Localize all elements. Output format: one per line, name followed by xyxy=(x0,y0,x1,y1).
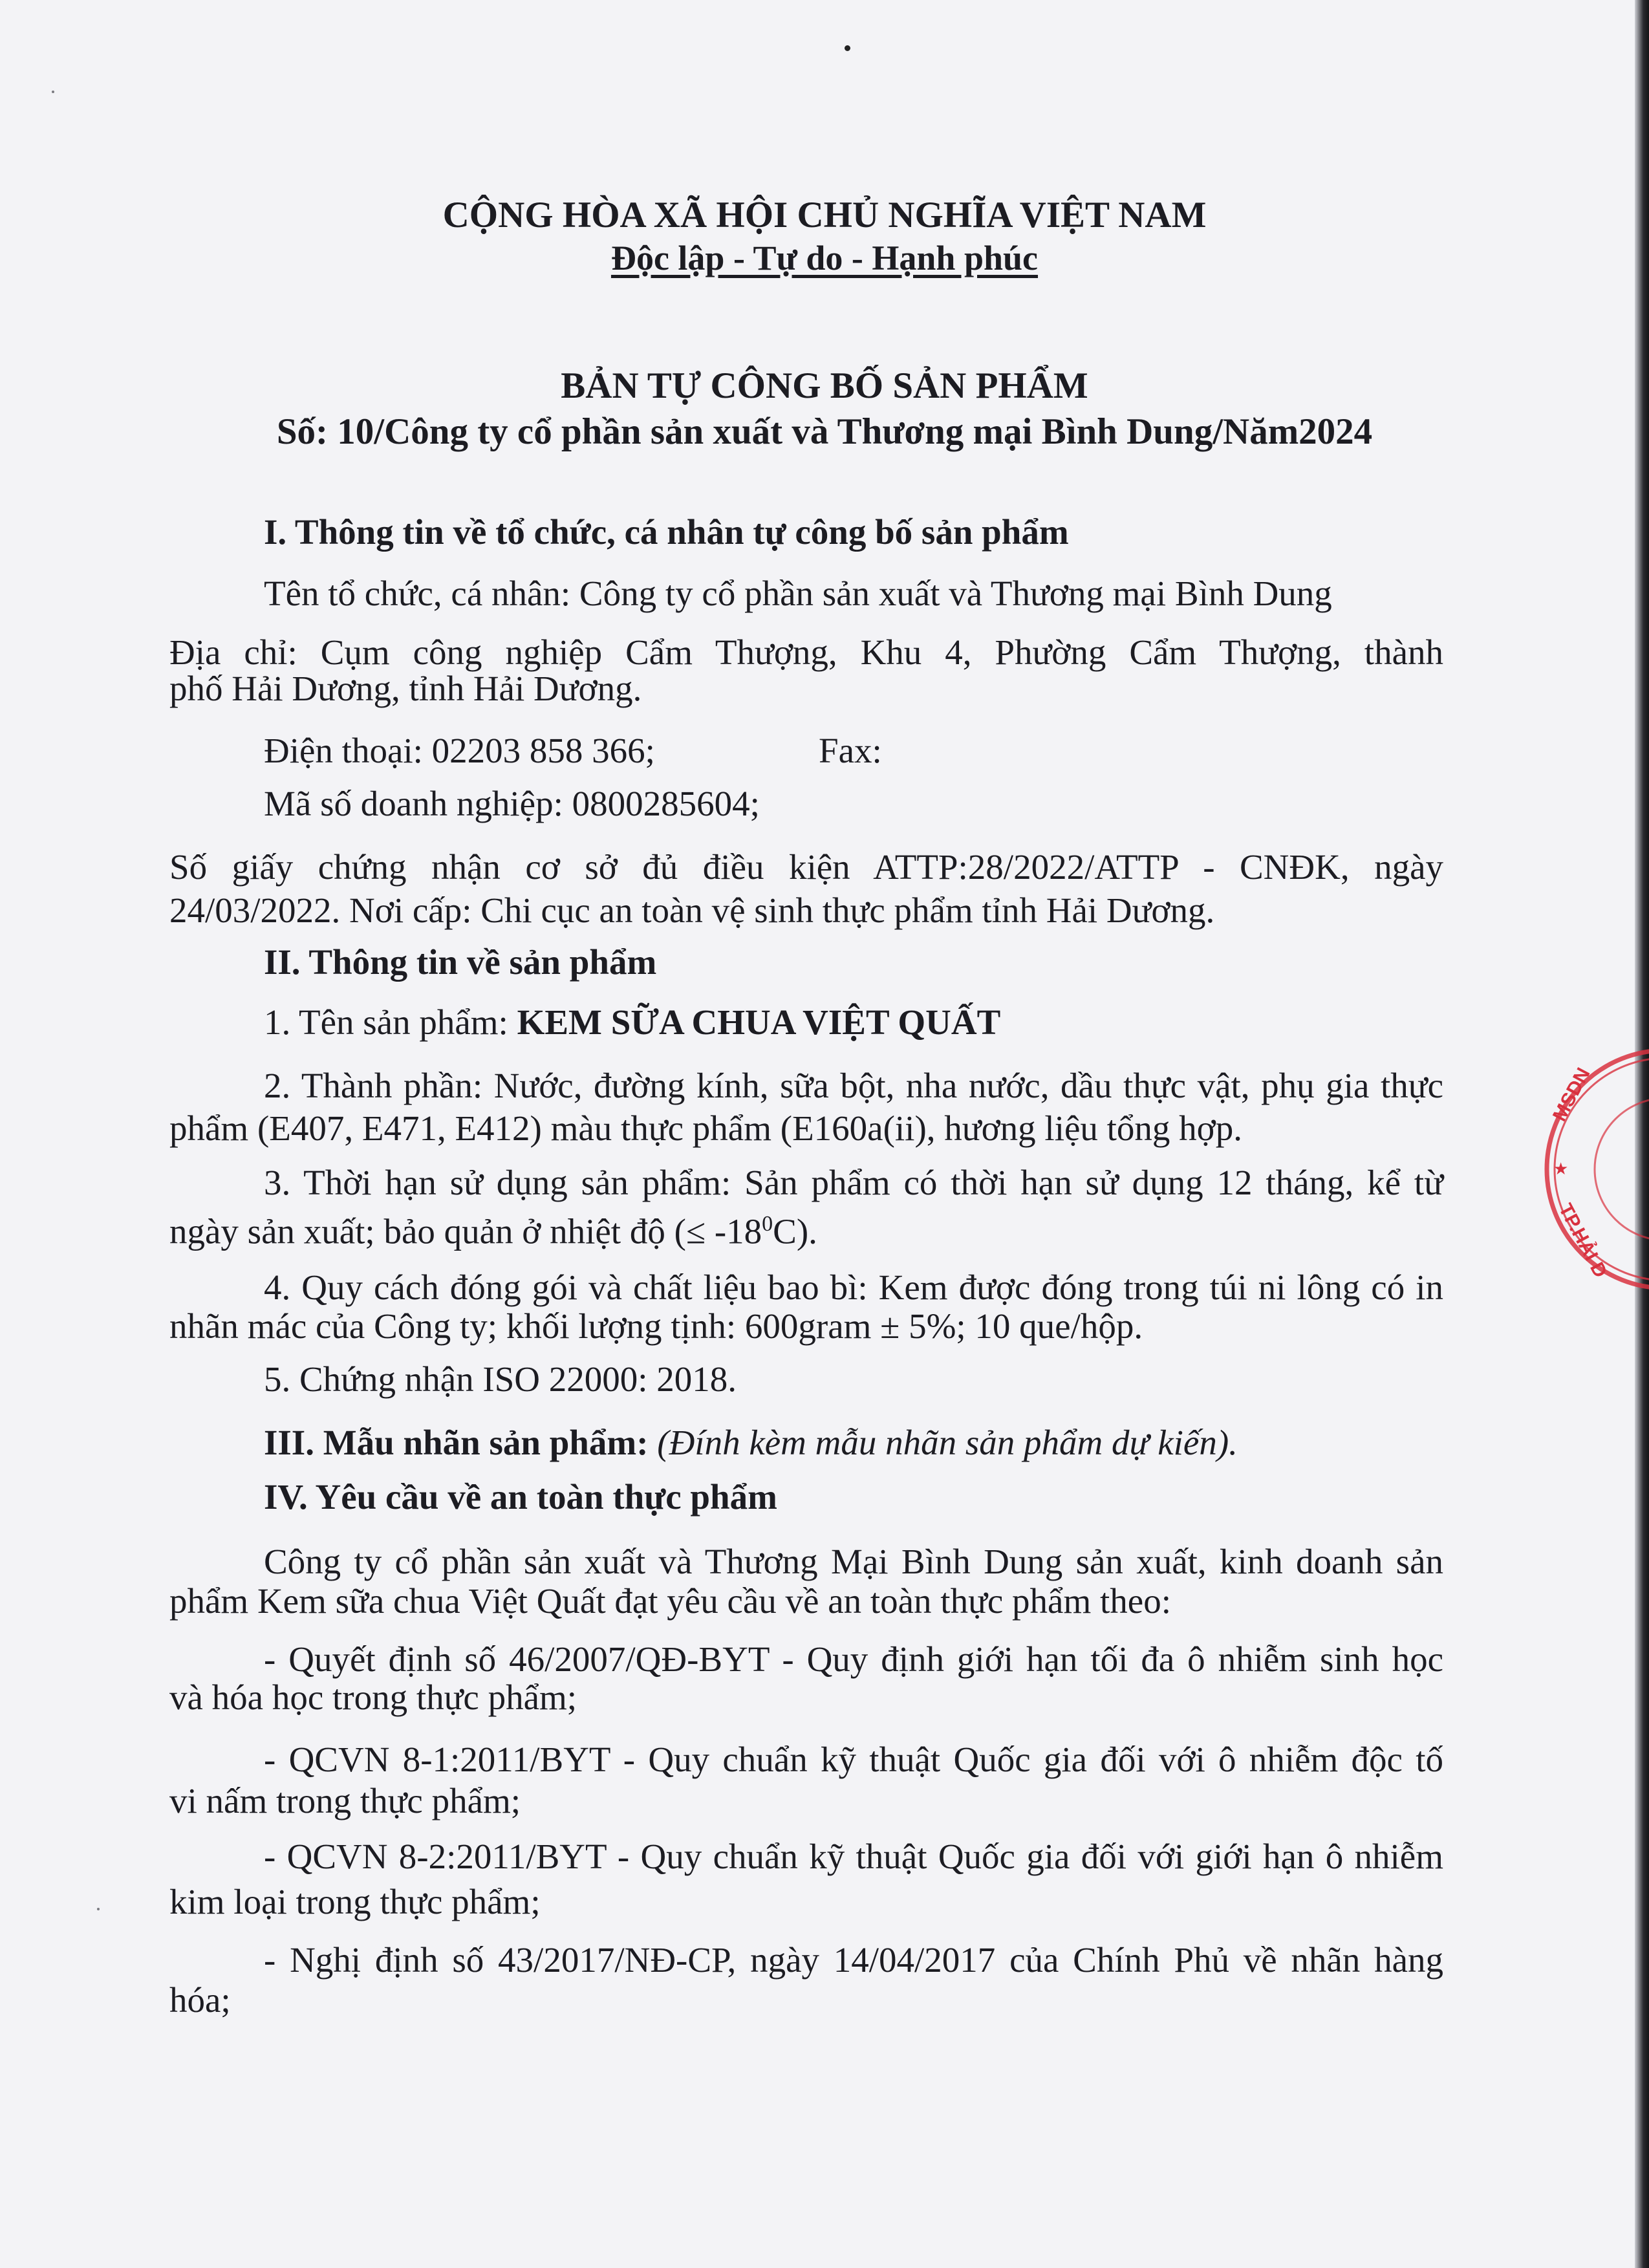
intro-line-2: phẩm Kem sữa chua Việt Quất đạt yêu cầu về an toàn thực phẩm theo: xyxy=(169,1581,1171,1621)
ink-dot xyxy=(845,45,850,51)
regulation-1-line-1: - Quyết định số 46/2007/QĐ-BYT - Quy định giới hạn tối đa ô nhiễm sinh học xyxy=(264,1639,1443,1679)
ingredients-line-1: 2. Thành phần: Nước, đường kính, sữa bột, nha nước, dầu thực vật, phụ gia thực xyxy=(264,1066,1443,1105)
shelf-life-line-1: 3. Thời hạn sử dụng sản phẩm: Sản phẩm có thời hạn sử dụng 12 tháng, kể từ xyxy=(264,1163,1443,1202)
shelf-life-unit: C). xyxy=(773,1211,817,1251)
address-line-2: phố Hải Dương, tỉnh Hải Dương. xyxy=(169,669,642,708)
scan-speck xyxy=(97,1908,100,1910)
seal-text-1: MSDN xyxy=(1549,1064,1595,1125)
document-title: BẢN TỰ CÔNG BỐ SẢN PHẨM xyxy=(561,365,1088,406)
nation-header: CỘNG HÒA XÃ HỘI CHỦ NGHĨA VIỆT NAM xyxy=(442,195,1207,235)
fax: Fax: xyxy=(819,731,882,770)
regulation-3-line-1: - QCVN 8-2:2011/BYT - Quy chuẩn kỹ thuật Quốc gia đối với giới hạn ô nhiễm xyxy=(264,1837,1443,1876)
packing-line-2: nhãn mác của Công ty; khối lượng tịnh: 600gram ± 5%; 10 que/hộp. xyxy=(169,1306,1143,1346)
section-4-heading: IV. Yêu cầu về an toàn thực phẩm xyxy=(264,1477,777,1517)
regulation-3-line-2: kim loại trong thực phẩm; xyxy=(169,1882,541,1921)
regulation-1-line-2: và hóa học trong thực phẩm; xyxy=(169,1678,577,1717)
section-3-heading: III. Mẫu nhãn sản phẩm: xyxy=(264,1423,658,1462)
seal-star-icon: ★ xyxy=(1553,1160,1569,1179)
org-name: Tên tổ chức, cá nhân: Công ty cổ phần sản xuất và Thương mại Bình Dung xyxy=(264,574,1332,613)
regulation-2-line-2: vi nấm trong thực phẩm; xyxy=(169,1781,521,1820)
seal-graphic xyxy=(1530,1046,1649,1292)
intro-line-1: Công ty cổ phần sản xuất và Thương Mại Bình Dung sản xuất, kinh doanh sản xyxy=(264,1542,1443,1581)
shelf-life-line-2 xyxy=(169,1203,817,1253)
section-3-line xyxy=(264,1421,1238,1464)
product-name: KEM SỮA CHUA VIỆT QUẤT xyxy=(517,1002,1001,1042)
section-2-heading: II. Thông tin về sản phẩm xyxy=(264,942,657,982)
section-1-heading: I. Thông tin về tổ chức, cá nhân tự công bố sản phẩm xyxy=(264,512,1069,552)
tax-code: Mã số doanh nghiệp: 0800285604; xyxy=(264,784,760,823)
document-number: Số: 10/Công ty cổ phần sản xuất và Thương mại Bình Dung/Năm2024 xyxy=(276,411,1373,452)
shelf-life-text: ngày sản xuất; bảo quản ở nhiệt độ (≤ -18 xyxy=(169,1211,762,1251)
scan-speck xyxy=(52,91,54,93)
packing-line-1: 4. Quy cách đóng gói và chất liệu bao bì: Kem được đóng trong túi ni lông có in xyxy=(264,1268,1443,1307)
regulation-2-line-1: - QCVN 8-1:2011/BYT - Quy chuẩn kỹ thuật Quốc gia đối với ô nhiễm độc tố xyxy=(264,1740,1443,1779)
product-label: 1. Tên sản phẩm: xyxy=(264,1002,517,1042)
certificate-line-1: Số giấy chứng nhận cơ sở đủ điều kiện ATTP:28/2022/ATTP - CNĐK, ngày xyxy=(169,847,1443,887)
motto: Độc lập - Tự do - Hạnh phúc xyxy=(610,239,1039,277)
product-name-line xyxy=(264,1001,1000,1044)
degree-superscript: 0 xyxy=(762,1212,773,1236)
ingredients-line-2: phẩm (E407, E471, E412) màu thực phẩm (E160a(ii), hương liệu tổng hợp. xyxy=(169,1108,1242,1148)
seal-text-2: TP.HẢI D xyxy=(1554,1200,1611,1282)
iso-certification: 5. Chứng nhận ISO 22000: 2018. xyxy=(264,1359,737,1399)
regulation-4-line-1: - Nghị định số 43/2017/NĐ-CP, ngày 14/04/2017 của Chính Phủ về nhãn hàng xyxy=(264,1940,1443,1980)
company-seal xyxy=(1530,1046,1649,1292)
label-note: (Đính kèm mẫu nhãn sản phẩm dự kiến). xyxy=(657,1423,1238,1462)
address-line-1: Địa chỉ: Cụm công nghiệp Cẩm Thượng, Khu 4, Phường Cẩm Thượng, thành xyxy=(169,632,1443,672)
phone: Điện thoại: 02203 858 366; xyxy=(264,731,655,770)
regulation-4-line-2: hóa; xyxy=(169,1980,231,2020)
certificate-line-2: 24/03/2022. Nơi cấp: Chi cục an toàn vệ sinh thực phẩm tỉnh Hải Dương. xyxy=(169,891,1215,930)
